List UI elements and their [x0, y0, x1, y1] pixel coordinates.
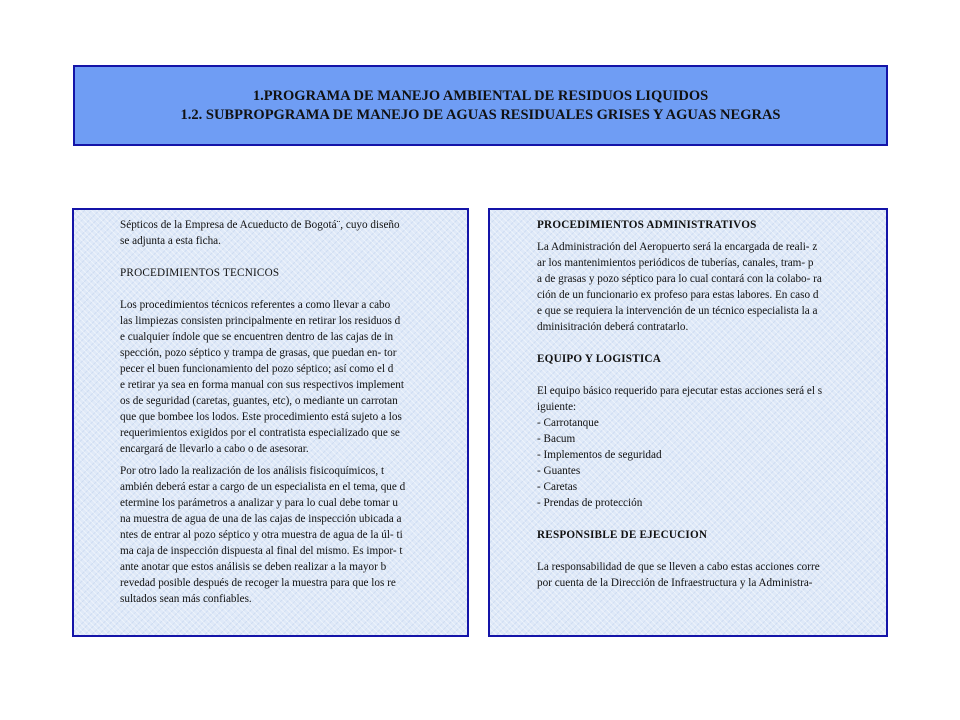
subprogram-title: 1.2. SUBPROPGRAMA DE MANEJO DE AGUAS RESIDUALES GRISES Y AGUAS NEGRAS — [180, 106, 781, 123]
text-line: na muestra de agua de una de las cajas de inspección ubicada a — [120, 513, 402, 525]
list-item: - Carrotanque — [537, 417, 599, 429]
list-item: - Bacum — [537, 433, 576, 445]
equipment-list — [537, 415, 876, 511]
text-line: ante anotar que estos análisis se deben realizar a la mayor b — [120, 561, 387, 573]
text-line: dminisitración deberá contratarlo. — [537, 321, 689, 333]
text-line: La responsabilidad de que se lleven a cabo estas acciones corre — [537, 561, 820, 573]
equipment-paragraph — [537, 383, 876, 415]
text-line: sultados sean más confiables. — [120, 593, 252, 605]
text-line: e que se requiera la intervención de un técnico especialista la a — [537, 305, 818, 317]
list-item: - Implementos de seguridad — [537, 449, 662, 461]
text-line: a de grasas y pozo séptico para lo cual contará con la colabo- ra — [537, 273, 822, 285]
analysis-paragraph — [120, 463, 457, 607]
text-line: iguiente: — [537, 401, 577, 413]
text-line: El equipo básico requerido para ejecutar estas acciones será el s — [537, 385, 823, 397]
text-line: La Administración del Aeropuerto será la encargada de reali- z — [537, 241, 818, 253]
text-line: ar los mantenimientos periódicos de tuberías, canales, tram- p — [537, 257, 814, 269]
list-item: - Caretas — [537, 481, 578, 493]
technical-procedures-paragraph — [120, 297, 457, 457]
text-line: Los procedimientos técnicos referentes a como llevar a cabo — [120, 299, 391, 311]
text-line: pecer el buen funcionamiento del pozo séptico; así como el d — [120, 363, 394, 375]
title-banner — [73, 65, 888, 146]
program-title: 1.PROGRAMA DE MANEJO AMBIENTAL DE RESIDUOS LIQUIDOS — [252, 87, 709, 104]
right-content-panel — [488, 208, 888, 637]
text-line: por cuenta de la Dirección de Infraestructura y la Administra- — [537, 577, 813, 589]
responsibility-paragraph — [537, 559, 876, 591]
text-line: requerimientos exigidos por el contratista especializado que se — [120, 427, 400, 439]
responsible-heading: RESPONSIBLE DE EJECUCION — [537, 529, 708, 541]
text-line: ma caja de inspección dispuesta al final del mismo. Es impor- t — [120, 545, 403, 557]
administrative-procedures-heading: PROCEDIMIENTOS ADMINISTRATIVOS — [537, 219, 757, 231]
text-line: e cualquier índole que se encuentren dentro de las cajas de in — [120, 331, 394, 343]
text-line: que que bombee los lodos. Este procedimiento está sujeto a los — [120, 411, 402, 423]
text-line: spección, pozo séptico y trampa de grasas, que puedan en- tor — [120, 347, 397, 359]
text-line: ambién deberá estar a cargo de un especialista en el tema, que d — [120, 481, 406, 493]
text-line: Por otro lado la realización de los análisis fisicoquímicos, t — [120, 465, 385, 477]
text-line: os de seguridad (caretas, guantes, etc), o mediante un carrotan — [120, 395, 398, 407]
text-line: las limpiezas consisten principalmente en retirar los residuos d — [120, 315, 401, 327]
text-line: revedad posible después de recoger la muestra para que los re — [120, 577, 396, 589]
text-line: etermine los parámetros a analizar y para lo cual debe tomar u — [120, 497, 399, 509]
list-item: - Guantes — [537, 465, 581, 477]
text-line: e retirar ya sea en forma manual con sus respectivos implement — [120, 379, 404, 391]
technical-procedures-heading: PROCEDIMIENTOS TECNICOS — [120, 267, 280, 279]
administrative-paragraph — [537, 239, 876, 335]
text-line: encargará de llevarlo a cabo o de asesorar. — [120, 443, 309, 455]
list-item: - Prendas de protección — [537, 497, 643, 509]
text-line: ción de un funcionario ex profeso para estas labores. En caso d — [537, 289, 819, 301]
left-content-panel — [72, 208, 469, 637]
text-line: ntes de entrar al pozo séptico y otra muestra de agua de la úl- ti — [120, 529, 403, 541]
intro-line: Sépticos de la Empresa de Acueducto de Bogotá¨, cuyo diseño — [120, 219, 400, 231]
equipment-logistics-heading: EQUIPO Y LOGISTICA — [537, 353, 661, 365]
intro-line: se adjunta a esta ficha. — [120, 235, 221, 247]
